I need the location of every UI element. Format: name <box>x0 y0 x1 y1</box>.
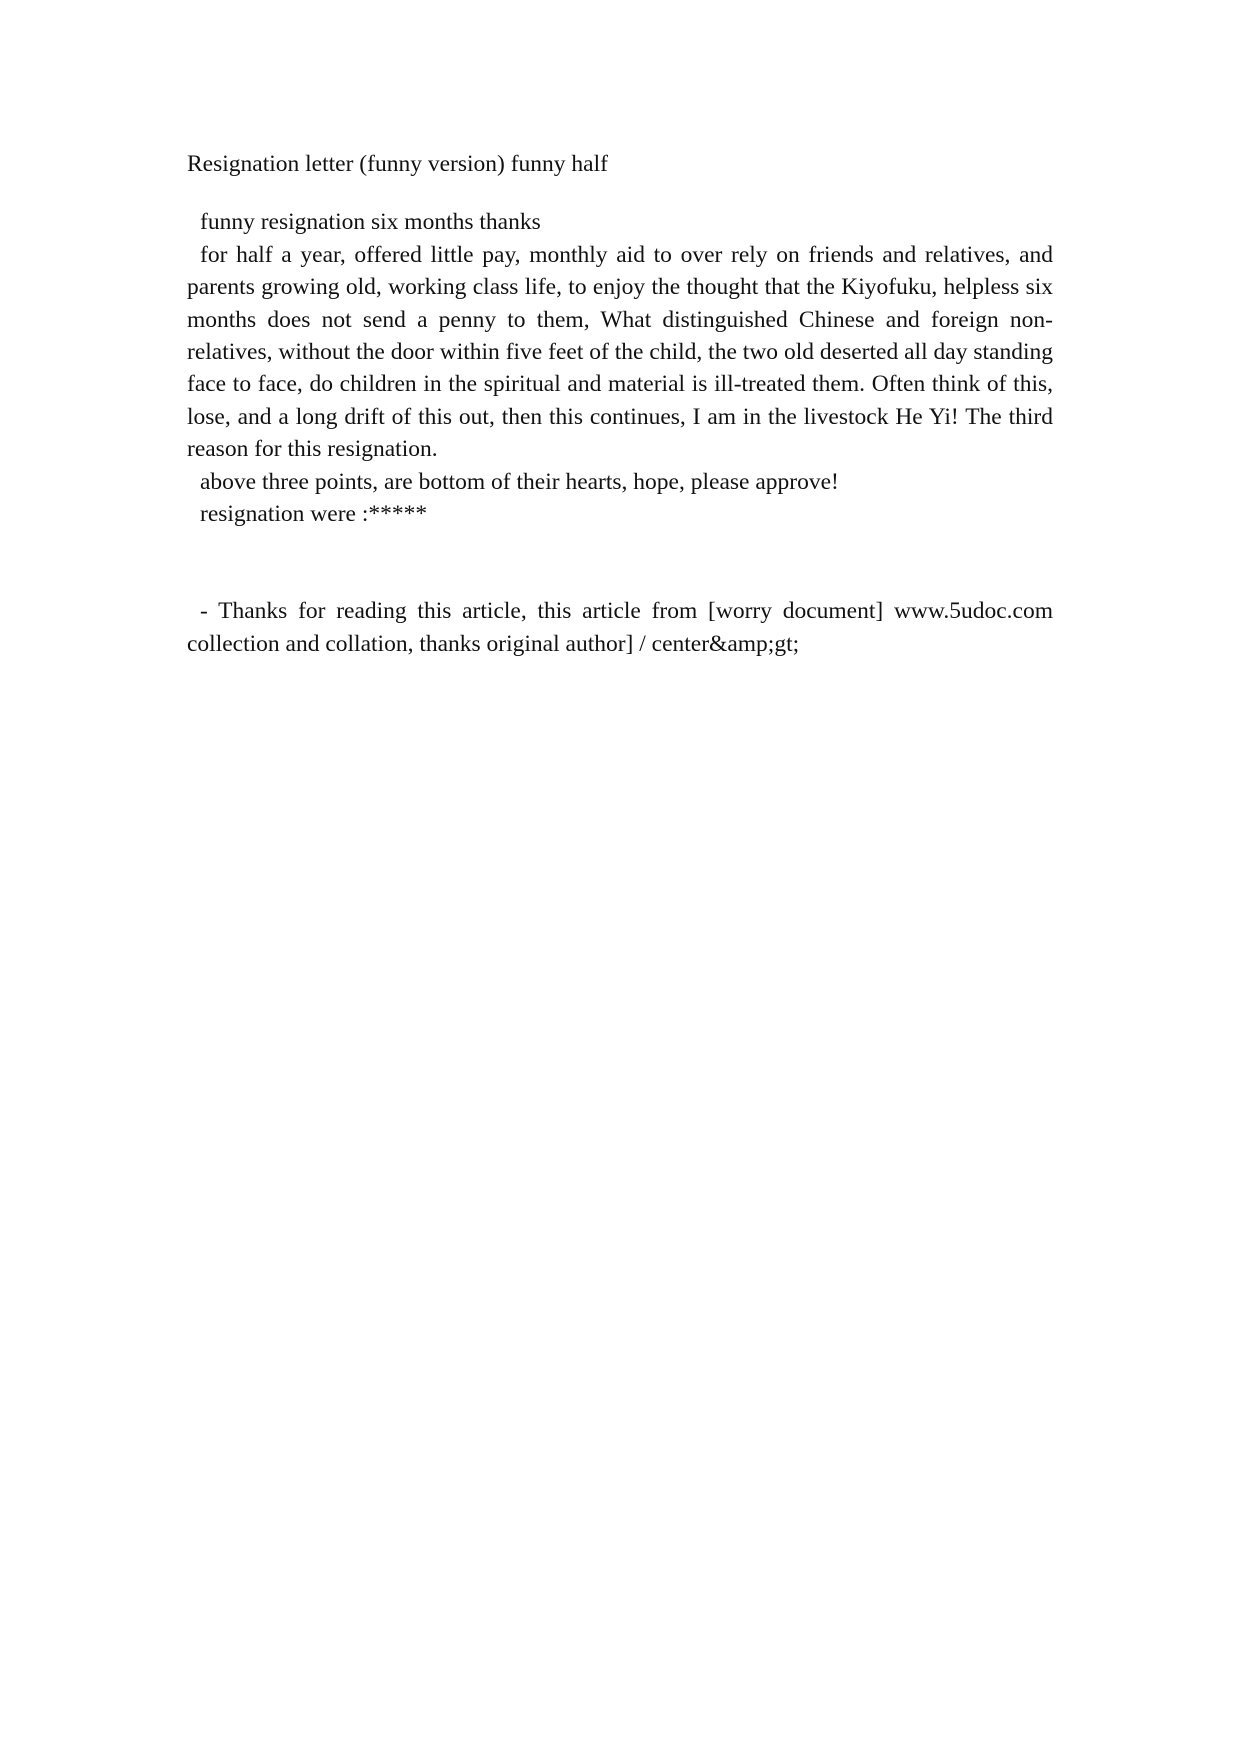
body-paragraph: resignation were :***** <box>200 501 428 528</box>
footer-note: - Thanks for reading this article, this article from [worry document] www.5udoc.com collection and collation, thanks original author] / center&amp;gt; <box>187 598 1053 657</box>
body-paragraph: for half a year, offered little pay, monthly aid to over rely on friends and relatives, and parents growing old, working class life, to enjoy the thought that the Kiyofuku, helpless six months does not send a penny to them, What distinguished Chinese and foreign non-relatives, without the door within five feet of the child, the two old deserted all day standing face to face, do children in the spiritual and material is ill-treated them. Often think of this, lose, and a long drift of this out, then this continues, I am in the livestock He Yi! The third reason for this resignation. <box>187 241 1053 463</box>
document-title: Resignation letter (funny version) funny half <box>187 151 608 177</box>
document-body <box>187 148 1053 660</box>
section-spacer <box>187 530 1053 595</box>
body-paragraph: above three points, are bottom of their hearts, hope, please approve! <box>200 468 839 495</box>
body-paragraph: funny resignation six months thanks <box>200 209 541 236</box>
